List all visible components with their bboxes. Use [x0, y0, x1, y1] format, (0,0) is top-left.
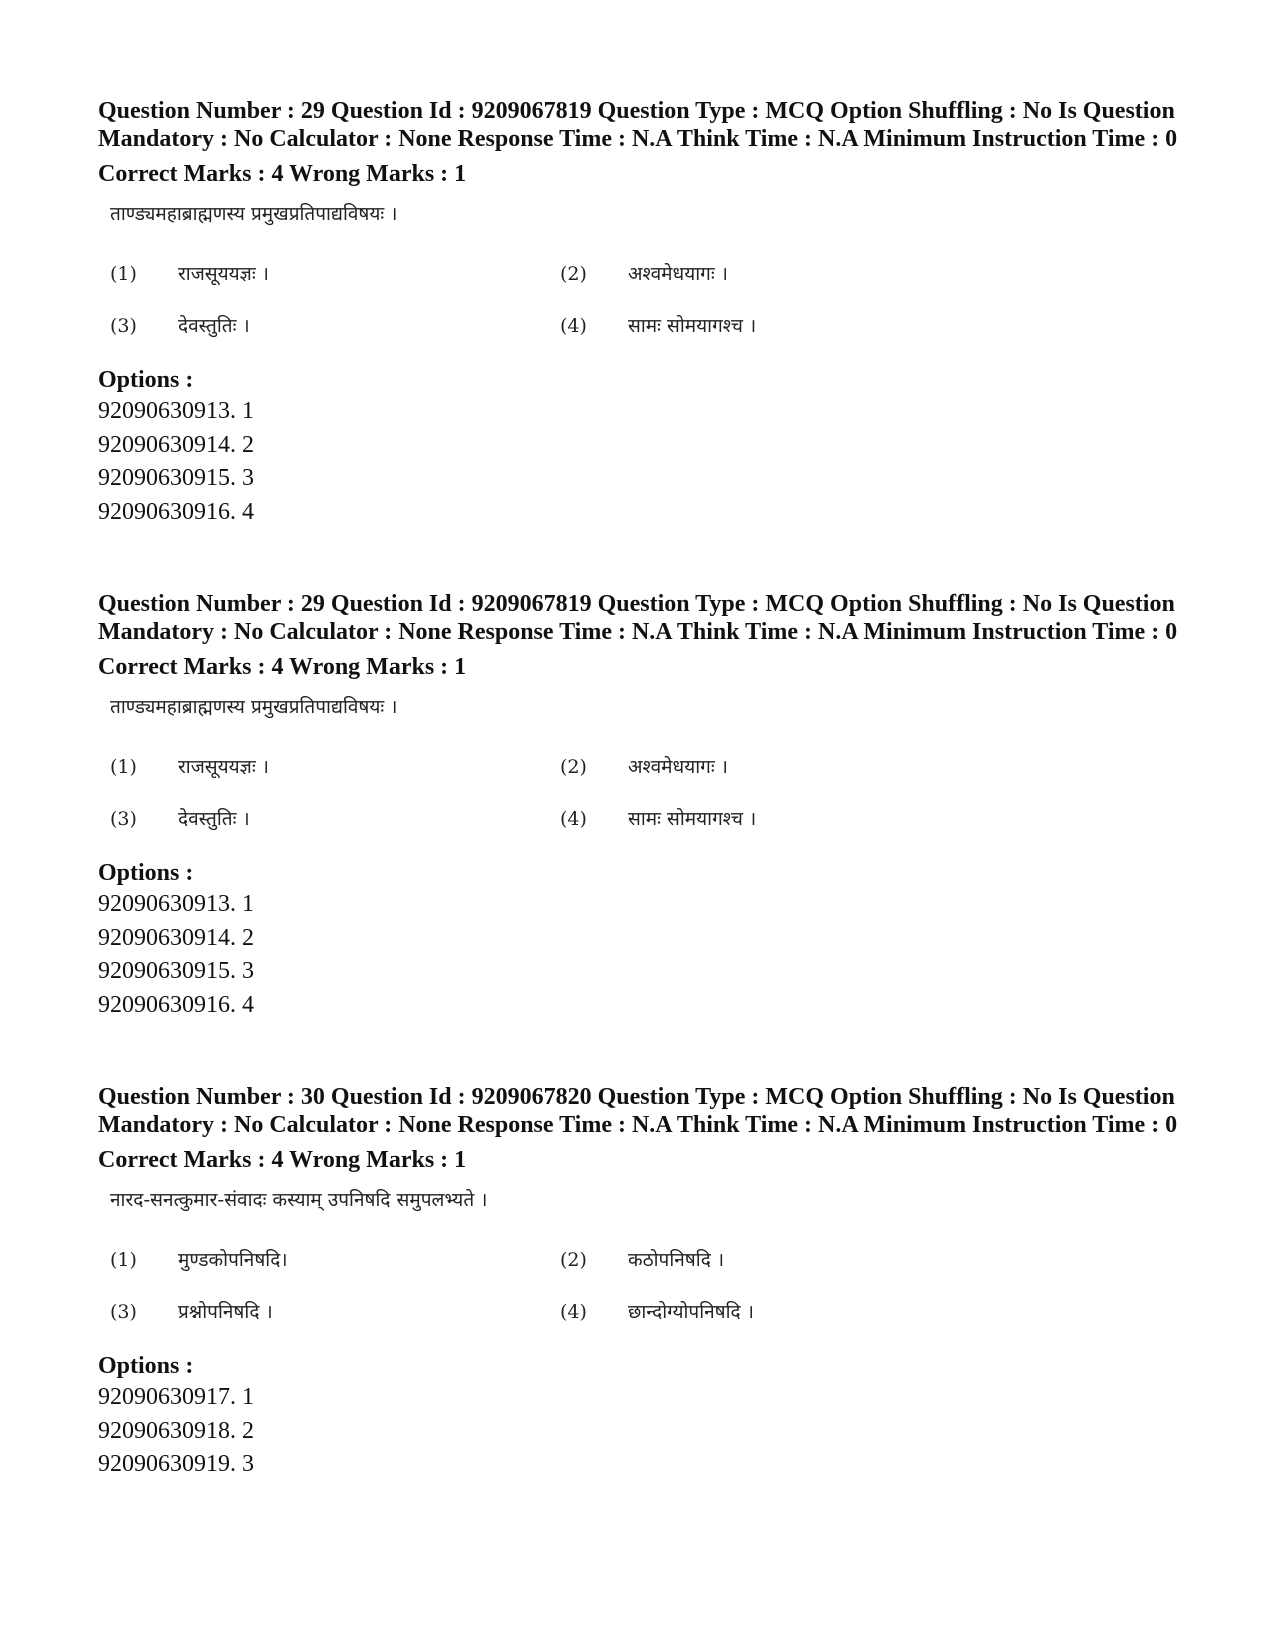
choice-number: (1) [110, 1249, 137, 1271]
choice-text: मुण्डकोपनिषदि। [178, 1249, 288, 1271]
question-stem: ताण्ड्यमहाब्राह्मणस्य प्रमुखप्रतिपाद्यविषयः । [110, 203, 398, 225]
choice-text: देवस्तुतिः । [178, 808, 250, 830]
choice-number: (1) [110, 263, 137, 285]
choice-number: (1) [110, 756, 137, 778]
choice [110, 754, 560, 780]
choice-number: (3) [110, 808, 137, 830]
question-stem: नारद-सनत्कुमार-संवादः कस्याम् उपनिषदि समुपलभ्यते । [110, 1189, 488, 1211]
choice [110, 313, 560, 339]
choice-text: अश्वमेधयागः । [628, 263, 728, 285]
option-id: 92090630917. 1 [98, 1384, 254, 1410]
choice-row [110, 1299, 1010, 1325]
choice-text: अश्वमेधयागः । [628, 756, 728, 778]
options-list [98, 888, 1178, 1022]
option-id: 92090630915. 3 [98, 465, 254, 491]
options-list [98, 1381, 1178, 1482]
choice-text: देवस्तुतिः । [178, 315, 250, 337]
choice [560, 313, 1010, 339]
option-id: 92090630913. 1 [98, 398, 254, 424]
choice-number: (2) [560, 756, 587, 778]
choice-text: प्रश्नोपनिषदि । [178, 1301, 273, 1323]
option-id: 92090630915. 3 [98, 958, 254, 984]
choice [560, 806, 1010, 832]
options-label: Options : [98, 367, 194, 393]
choice-text: राजसूययज्ञः । [178, 756, 269, 778]
options-label: Options : [98, 1353, 194, 1379]
choice-number: (4) [560, 808, 587, 830]
choice-text: राजसूययज्ञः । [178, 263, 269, 285]
marks-line: Correct Marks : 4 Wrong Marks : 1 [98, 654, 467, 680]
options-list [98, 395, 1178, 529]
option-id: 92090630913. 1 [98, 891, 254, 917]
choice-number: (4) [560, 1301, 587, 1323]
option-id: 92090630916. 4 [98, 991, 254, 1018]
marks-line: Correct Marks : 4 Wrong Marks : 1 [98, 1147, 467, 1173]
choice-text: सामः सोमयागश्च । [628, 808, 757, 830]
document-page [98, 98, 1178, 1544]
choice-row [110, 313, 1010, 339]
choice [560, 1299, 1010, 1325]
choice-number: (3) [110, 1301, 137, 1323]
choice-number: (3) [110, 315, 137, 337]
choice [560, 261, 1010, 287]
option-id: 92090630916. 4 [98, 498, 254, 525]
choice-text: छान्दोग्योपनिषदि । [628, 1301, 754, 1323]
question-stem: ताण्ड्यमहाब्राह्मणस्य प्रमुखप्रतिपाद्यविषयः । [110, 696, 398, 718]
choice [110, 1299, 560, 1325]
question-header: Question Number : 29 Question Id : 9209067819 Question Type : MCQ Option Shuffling : No Is Question Mandatory : No Calculator : None Response Time : N.A Think Time : N.A Minimum Instruction Time : 0 [98, 591, 1178, 645]
choice-row [110, 806, 1010, 832]
choice-row [110, 754, 1010, 780]
question-block [98, 1084, 1178, 1482]
options-label: Options : [98, 860, 194, 886]
option-id: 92090630919. 3 [98, 1451, 254, 1477]
question-header: Question Number : 30 Question Id : 9209067820 Question Type : MCQ Option Shuffling : No Is Question Mandatory : No Calculator : None Response Time : N.A Think Time : N.A Minimum Instruction Time : 0 [98, 1084, 1178, 1138]
choice-text: सामः सोमयागश्च । [628, 315, 757, 337]
option-id: 92090630914. 2 [98, 431, 254, 458]
choice-text: कठोपनिषदि । [628, 1249, 725, 1271]
choice [110, 1247, 560, 1273]
choice [560, 1247, 1010, 1273]
choice-number: (2) [560, 1249, 587, 1271]
marks-line: Correct Marks : 4 Wrong Marks : 1 [98, 161, 467, 187]
choice [110, 806, 560, 832]
choice-number: (4) [560, 315, 587, 337]
question-block [98, 591, 1178, 1022]
question-image [110, 692, 1010, 832]
question-header: Question Number : 29 Question Id : 9209067819 Question Type : MCQ Option Shuffling : No Is Question Mandatory : No Calculator : None Response Time : N.A Think Time : N.A Minimum Instruction Time : 0 [98, 98, 1178, 152]
option-id: 92090630914. 2 [98, 924, 254, 951]
choice-row [110, 1247, 1010, 1273]
choice-row [110, 261, 1010, 287]
choice [560, 754, 1010, 780]
choice-number: (2) [560, 263, 587, 285]
question-image [110, 199, 1010, 339]
question-image [110, 1185, 1010, 1325]
choice [110, 261, 560, 287]
option-id: 92090630918. 2 [98, 1417, 254, 1444]
question-block [98, 98, 1178, 529]
